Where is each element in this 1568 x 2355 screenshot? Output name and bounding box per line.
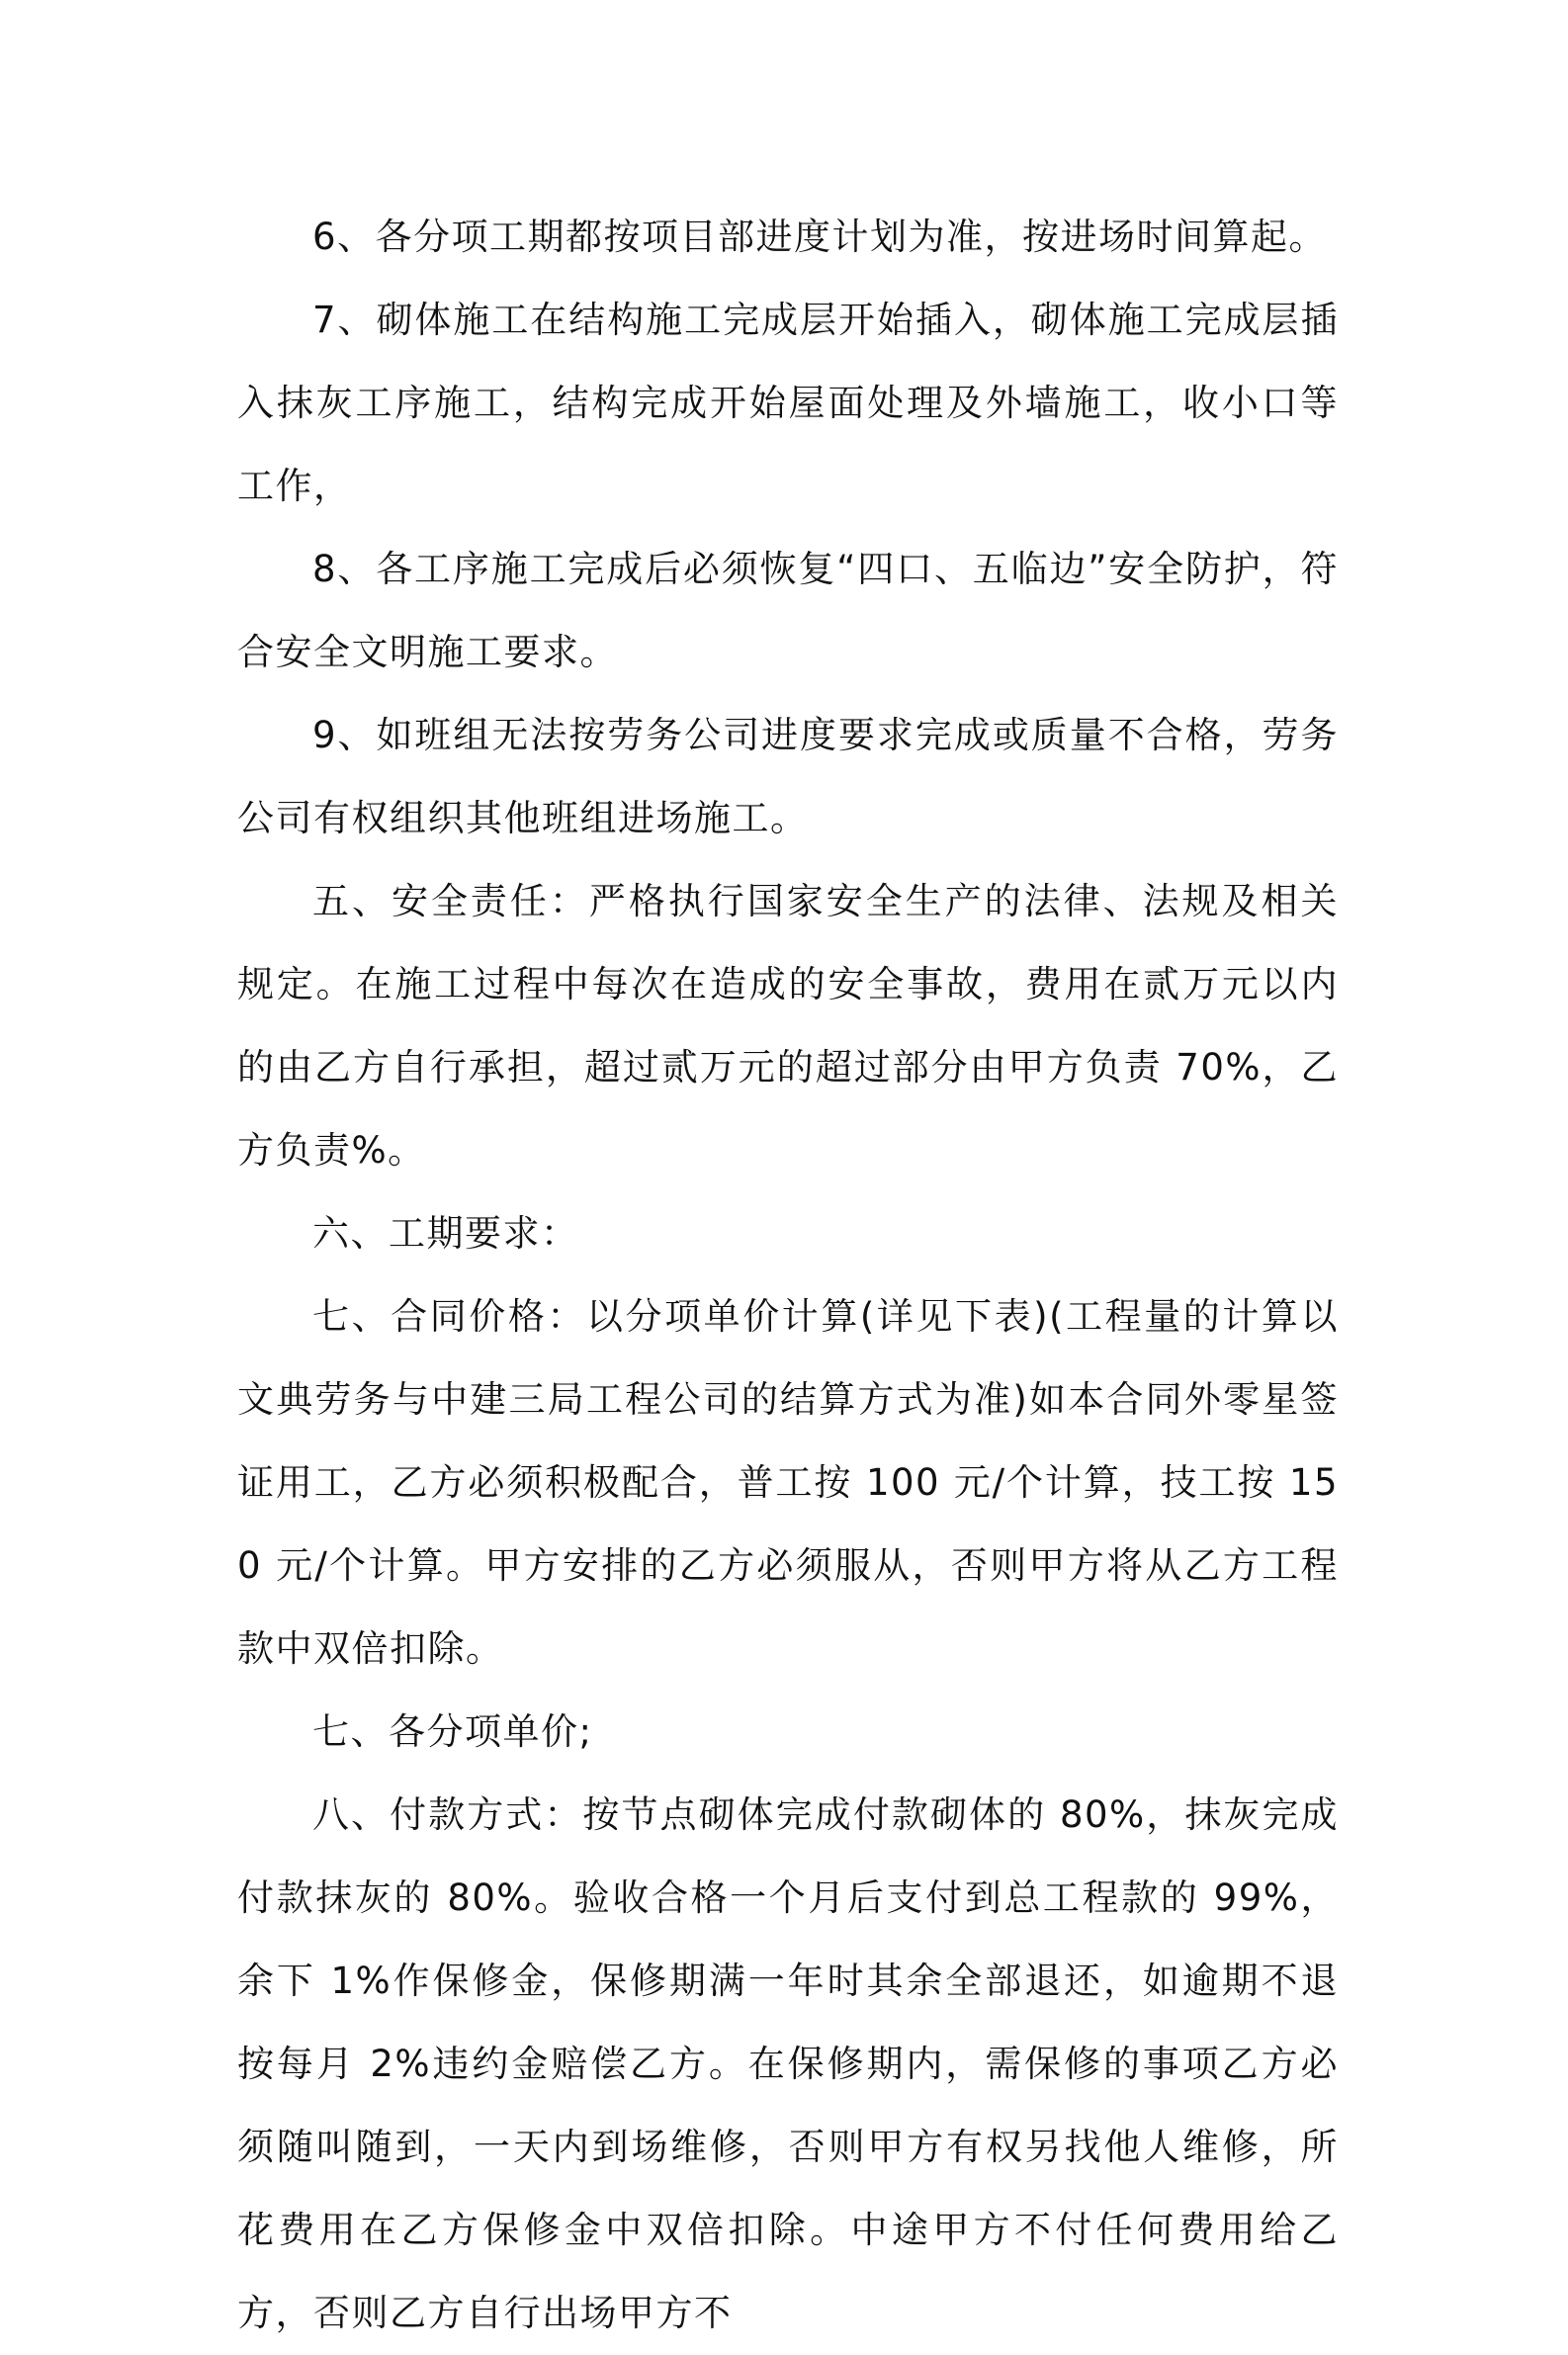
clause-7-masonry: 7、砌体施工在结构施工完成层开始插入，砌体施工完成层插入抹灰工序施工，结构完成开始屋面处理及外墙施工，收小口等工作， — [237, 299, 1339, 507]
section-7-unit-prices: 七、各分项单价; — [312, 1710, 593, 1753]
section-7-contract-price: 七、合同价格：以分项单价计算(详见下表)(工程量的计算以文典劳务与中建三局工程公司的结算方式为准)如本合同外零星签证用工，乙方必须积极配合，普工按 100 元/个计算，技工按 150 元/个计算。甲方安排的乙方必须服从，否则甲方将从乙方工程款中双倍扣除。 — [237, 1295, 1339, 1670]
clause-6-schedule: 6、各分项工期都按项目部进度计划为准，按进场时间算起。 — [312, 216, 1328, 258]
section-5-safety-responsibility: 五、安全责任：严格执行国家安全生产的法律、法规及相关规定。在施工过程中每次在造成的安全事故，费用在贰万元以内的由乙方自行承担，超过贰万元的超过部分由甲方负责 70%，乙方负责%。 — [237, 880, 1339, 1172]
document-body — [237, 196, 1339, 2355]
clause-9-replacement: 9、如班组无法按劳务公司进度要求完成或质量不合格，劳务公司有权组织其他班组进场施工。 — [237, 714, 1339, 839]
section-6-duration: 六、工期要求： — [312, 1212, 579, 1255]
section-8-payment: 八、付款方式：按节点砌体完成付款砌体的 80%，抹灰完成付款抹灰的 80%。验收合格一个月后支付到总工程款的 99%，余下 1%作保修金，保修期满一年时其余全部退还，如逾期不退按每月 2%违约金赔偿乙方。在保修期内，需保修的事项乙方必须随叫随到，一天内到场维修，否则甲方有权另找他人维修，所花费用在乙方保修金中双倍扣除。中途甲方不付任何费用给乙方，否则乙方自行出场甲方不 — [237, 1793, 1339, 2334]
clause-8-safety-protection: 8、各工序施工完成后必须恢复“四口、五临边”安全防护，符合安全文明施工要求。 — [237, 548, 1339, 673]
